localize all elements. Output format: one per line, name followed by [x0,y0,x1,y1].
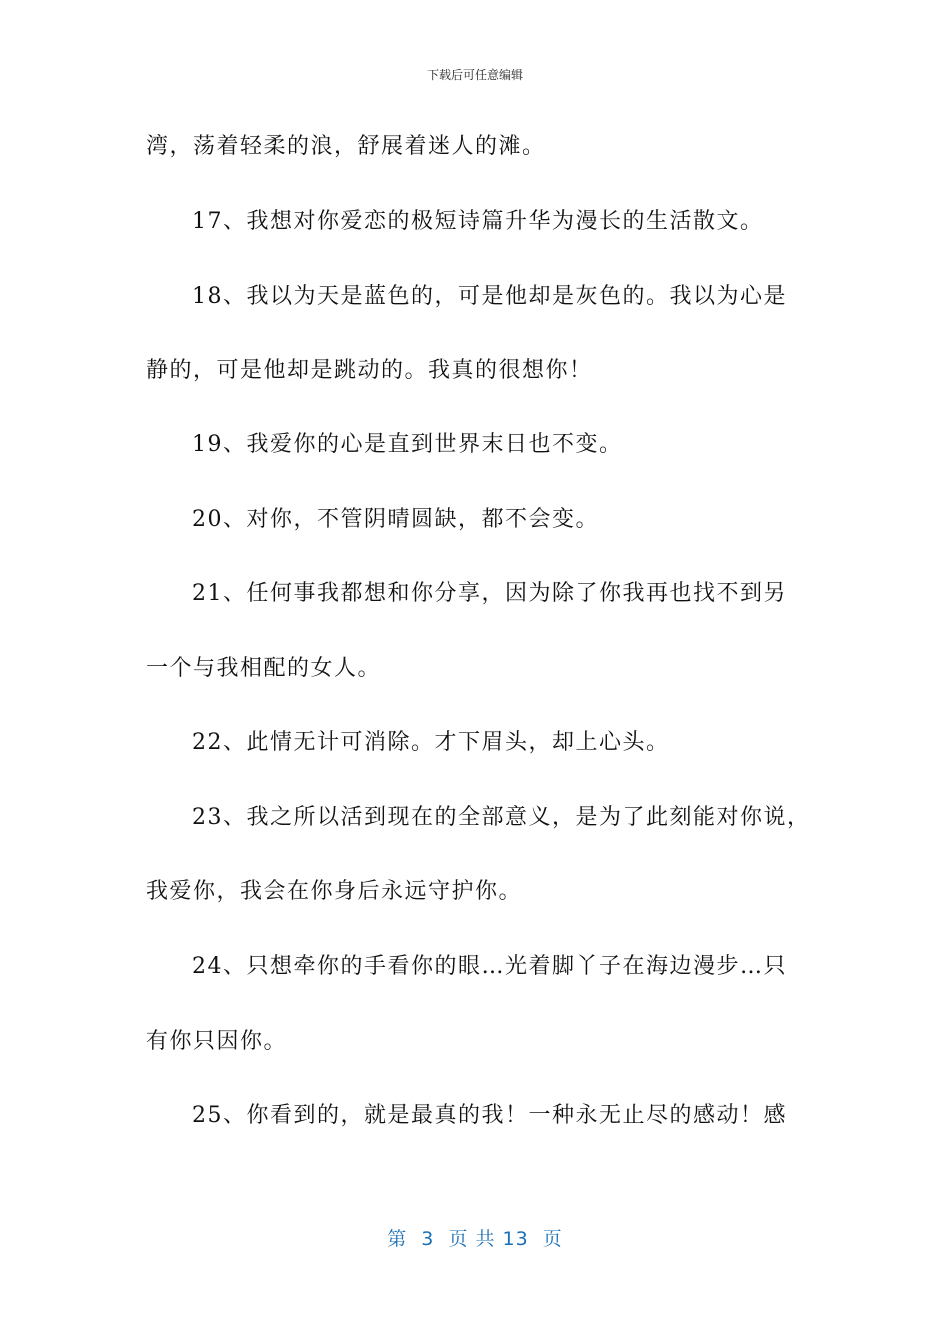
text-line: 一个与我相配的女人。 [146,656,382,681]
text-line: 湾，荡着轻柔的浪，舒展着迷人的滩。 [146,134,546,159]
text-line: 有你只因你。 [146,1029,288,1054]
text-line: 我爱你，我会在你身后永远守护你。 [146,879,523,904]
text-line: 21、任何事我都想和你分享，因为除了你我再也找不到另 [192,581,787,606]
text-line: 24、只想牵你的手看你的眼…光着脚丫子在海边漫步…只 [192,954,787,979]
text-line: 20、对你，不管阴晴圆缺，都不会变。 [192,507,599,532]
text-line: 22、此情无计可消除。才下眉头，却上心头。 [192,730,670,755]
text-line: 18、我以为天是蓝色的，可是他却是灰色的。我以为心是 [192,284,787,309]
page-header: 下载后可任意编辑 [426,68,523,82]
page-number-footer: 第 3 页 共 13 页 [387,1228,563,1250]
text-line: 25、你看到的，就是最真的我！一种永无止尽的感动！感 [192,1103,787,1128]
text-line: 17、我想对你爱恋的极短诗篇升华为漫长的生活散文。 [192,209,764,234]
text-line: 23、我之所以活到现在的全部意义，是为了此刻能对你说， [192,805,811,830]
text-line: 19、我爱你的心是直到世界末日也不变。 [192,432,623,457]
text-line: 静的，可是他却是跳动的。我真的很想你！ [146,358,593,383]
